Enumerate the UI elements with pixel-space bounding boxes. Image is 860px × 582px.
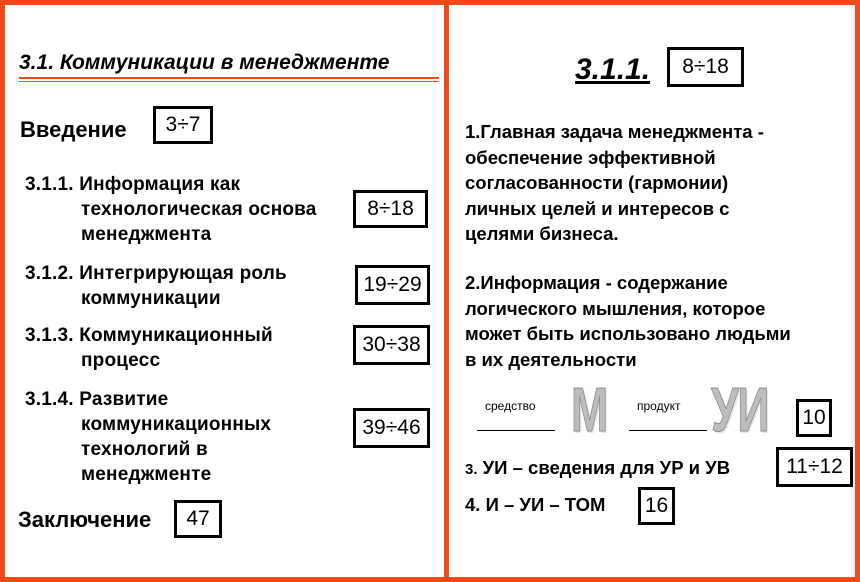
label-sredstvo: средство — [485, 399, 536, 413]
toc-item-3-1-1-pages: 8÷18 — [353, 190, 428, 228]
paragraph-2: 2.Информация - содержание логического мышления, которое может быть использовано людьми в их деятельности — [465, 272, 791, 370]
toc-item-3-1-2: 3.1.2. Интегрирующая роль коммуникации — [25, 263, 287, 309]
line-left — [477, 430, 555, 431]
point-4-pages-box: 16 — [638, 487, 675, 525]
title-underline-thin — [19, 81, 439, 82]
toc-item-3-1-1: 3.1.1. Информация как технологическая основа менеджмента — [25, 174, 317, 245]
point-3-pages-box: 11÷12 — [776, 447, 853, 487]
toc-item-3-1-3-pages: 30÷38 — [353, 325, 430, 365]
diagram-pages-box: 10 — [796, 399, 832, 437]
label-produkt: продукт — [637, 399, 681, 413]
section-title: 3.1. Коммуникации в менеджменте — [19, 51, 390, 74]
slide-heading: 3.1.1. — [575, 53, 651, 86]
paragraph-1: 1.Главная задача менеджмента - обеспечение эффективной согласованности (гармонии) личных целей и интересов с целями бизнеса. — [465, 121, 764, 244]
toc-item-3-1-3: 3.1.3. Коммуникационный процесс — [25, 325, 273, 371]
point-3: 3. УИ – сведения для УР и УВ — [465, 457, 731, 478]
toc-item-3-1-4: 3.1.4. Развитие коммуникационных технологий в менеджменте — [25, 389, 272, 485]
line-right — [629, 430, 707, 431]
conclusion-label: Заключение — [18, 507, 152, 532]
logo-ui: УИ — [711, 376, 768, 445]
logo-m: М — [571, 376, 607, 445]
right-panel — [444, 0, 860, 582]
toc-item-3-1-2-pages: 19÷29 — [355, 265, 430, 305]
point-4: 4. И – УИ – ТОМ — [465, 494, 606, 515]
intro-label: Введение — [20, 117, 127, 142]
intro-pages-box: 3÷7 — [153, 106, 213, 144]
conclusion-pages-box: 47 — [174, 500, 222, 538]
heading-pages-box: 8÷18 — [667, 47, 744, 87]
title-underline — [19, 77, 439, 79]
toc-item-3-1-4-pages: 39÷46 — [353, 408, 430, 448]
